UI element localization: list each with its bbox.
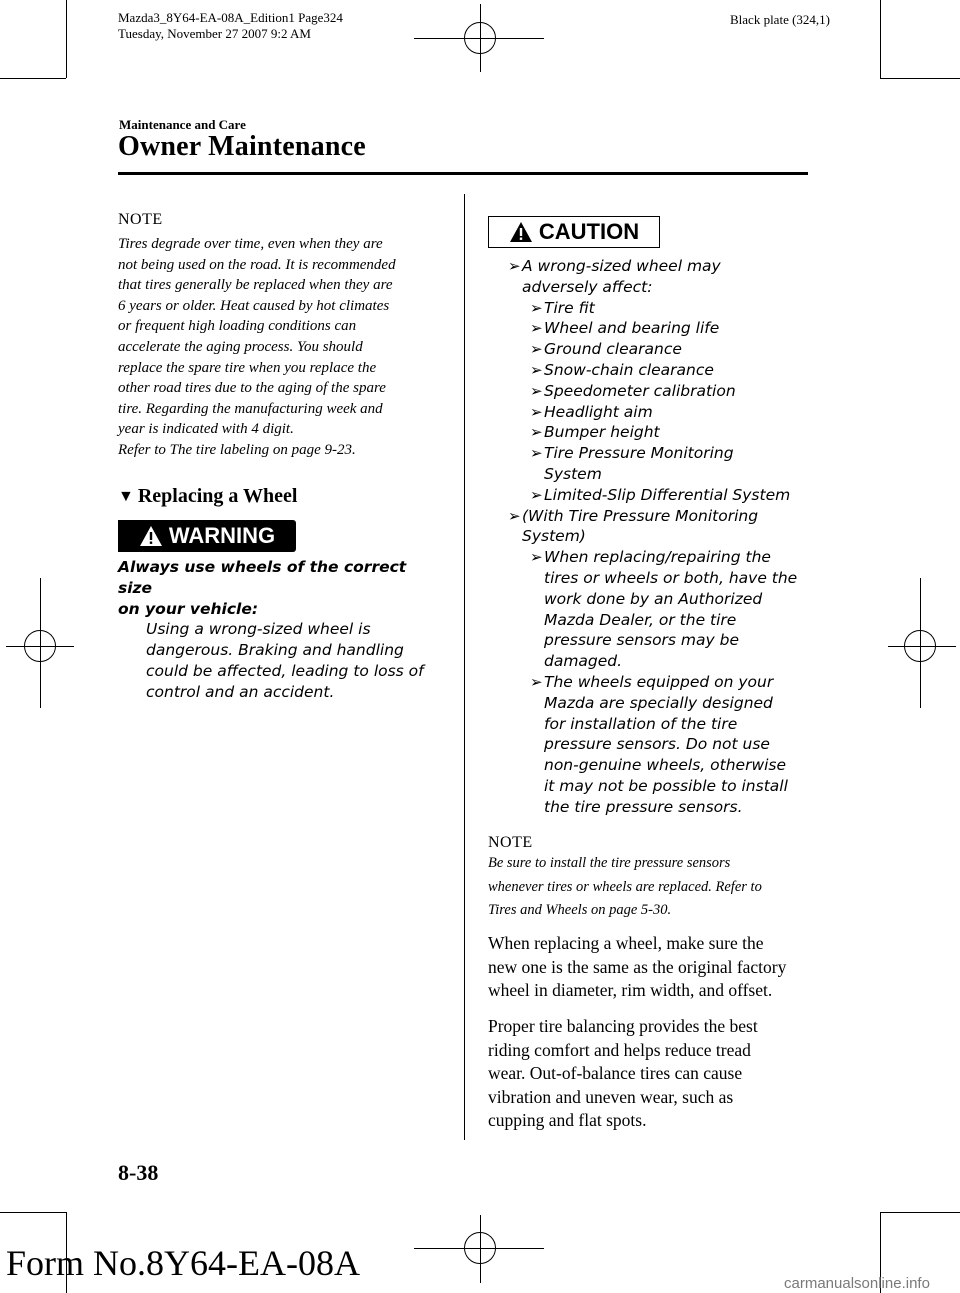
caution-subitem-line: Tire fit bbox=[544, 298, 595, 317]
caution-subitem-line: Mazda Dealer, or the tire bbox=[544, 610, 737, 629]
caution-subitem-line: the tire pressure sensors. bbox=[544, 797, 743, 816]
caution-subitem bbox=[518, 339, 816, 360]
note-line: year is indicated with 4 digit. bbox=[118, 421, 294, 438]
caution-subitem-line: Bumper height bbox=[544, 423, 660, 442]
caution-sublist bbox=[518, 298, 816, 506]
arrow-bullet-icon: ➢ bbox=[530, 672, 543, 691]
warning-body-line: Using a wrong-sized wheel is bbox=[146, 620, 371, 639]
note-text bbox=[118, 234, 458, 461]
paragraph-line: vibration and uneven wear, such as bbox=[488, 1086, 734, 1107]
caution-subitem-line: for installation of the tire bbox=[544, 714, 738, 733]
note-line: Refer to The tire labeling on page 9-23. bbox=[118, 441, 356, 458]
caution-subitem-line: Headlight aim bbox=[544, 402, 653, 421]
caution-subitem-line: Ground clearance bbox=[544, 340, 682, 359]
caution-subitem-line: work done by an Authorized bbox=[544, 589, 763, 608]
caution-subitem bbox=[518, 318, 816, 339]
page-number: 8-38 bbox=[118, 1160, 159, 1185]
caution-subitem-line: damaged. bbox=[544, 652, 623, 671]
caution-subitem-line: Mazda are specially designed bbox=[544, 693, 773, 712]
caution-subitem bbox=[518, 672, 816, 818]
caution-subitem bbox=[518, 360, 816, 381]
warning-body bbox=[118, 619, 438, 702]
arrow-bullet-icon: ➢ bbox=[530, 402, 543, 421]
warning-lead-line: Always use wheels of the correct size bbox=[118, 558, 407, 597]
print-info bbox=[118, 10, 343, 42]
section-heading-text: Replacing a Wheel bbox=[137, 485, 298, 507]
note-line: replace the spare tire when you replace the bbox=[118, 359, 377, 376]
warning-badge bbox=[118, 520, 296, 552]
caution-subitem-line: Tire Pressure Monitoring bbox=[544, 444, 734, 463]
note-line: tire. Regarding the manufacturing week and bbox=[118, 400, 383, 417]
warning-label: WARNING bbox=[168, 523, 276, 548]
paragraph-line: When replacing a wheel, make sure the bbox=[488, 933, 764, 953]
warning-body-line: control and an accident. bbox=[146, 682, 335, 701]
exclamation-icon bbox=[509, 221, 533, 243]
paragraph-line: riding comfort and helps reduce tread bbox=[488, 1039, 751, 1060]
caution-item-line: System) bbox=[522, 527, 586, 546]
note-label: NOTE bbox=[118, 211, 163, 228]
caution-subitem-line: Wheel and bearing life bbox=[544, 319, 720, 338]
caution-subitem-line: it may not be possible to install bbox=[544, 776, 788, 795]
caution-subitem-line: Limited-Slip Differential System bbox=[544, 485, 791, 504]
watermark: carmanualsonline.info bbox=[784, 1275, 930, 1292]
caution-list bbox=[496, 256, 816, 818]
caution-subitem-line: pressure sensors may be bbox=[544, 631, 739, 650]
arrow-bullet-icon: ➢ bbox=[530, 360, 543, 379]
caution-subitem-line: pressure sensors. Do not use bbox=[544, 735, 770, 754]
caution-subitem-line: non-genuine wheels, otherwise bbox=[544, 756, 787, 775]
arrow-bullet-icon: ➢ bbox=[508, 506, 521, 525]
caution-sublist bbox=[518, 547, 816, 817]
caution-subitem-line: System bbox=[544, 464, 602, 483]
caution-subitem-line: Snow-chain clearance bbox=[544, 360, 714, 379]
note-line: not being used on the road. It is recommended bbox=[118, 256, 396, 273]
caution-subitem bbox=[518, 422, 816, 443]
note-text bbox=[488, 852, 818, 923]
print-info-line2: Tuesday, November 27 2007 9:2 AM bbox=[118, 26, 311, 41]
note-line: other road tires due to the aging of the spare bbox=[118, 380, 386, 397]
paragraph bbox=[488, 1015, 818, 1133]
note-line: accelerate the aging process. You should bbox=[118, 338, 363, 355]
note-line: 6 years or older. Heat caused by hot climates bbox=[118, 297, 390, 314]
note-line: Be sure to install the tire pressure sensors bbox=[488, 855, 731, 871]
caution-item bbox=[496, 256, 816, 298]
note-line: Tires and Wheels on page 5-30. bbox=[488, 902, 672, 918]
note-line: Tires degrade over time, even when they are bbox=[118, 236, 383, 252]
note-line: that tires generally be replaced when they are bbox=[118, 277, 393, 294]
section-label: Maintenance and Care bbox=[119, 117, 246, 132]
arrow-bullet-icon: ➢ bbox=[530, 485, 543, 504]
arrow-bullet-icon: ➢ bbox=[530, 423, 543, 442]
paragraph-line: cupping and flat spots. bbox=[488, 1110, 647, 1130]
note-line: whenever tires or wheels are replaced. Refer to bbox=[488, 878, 762, 895]
note-label: NOTE bbox=[488, 834, 533, 851]
caution-subitem-line: Speedometer calibration bbox=[544, 381, 736, 400]
caution-subitem bbox=[518, 381, 816, 402]
caution-item bbox=[496, 506, 816, 548]
warning-body-line: dangerous. Braking and handling bbox=[146, 641, 404, 660]
arrow-bullet-icon: ➢ bbox=[530, 298, 543, 317]
arrow-bullet-icon: ➢ bbox=[530, 340, 543, 359]
caution-item-line: adversely affect: bbox=[522, 277, 653, 296]
caution-badge bbox=[488, 216, 660, 248]
title-rule bbox=[118, 172, 808, 175]
caution-subitem bbox=[518, 402, 816, 423]
form-number: Form No.8Y64-EA-08A bbox=[6, 1243, 360, 1283]
exclamation-icon bbox=[139, 525, 163, 547]
caution-item-line: (With Tire Pressure Monitoring bbox=[522, 506, 759, 525]
page-title: Owner Maintenance bbox=[118, 131, 366, 162]
paragraph-line: wear. Out-of-balance tires can cause bbox=[488, 1063, 743, 1083]
caution-subitem-line: tires or wheels or both, have the bbox=[544, 568, 798, 587]
warning-lead bbox=[118, 557, 438, 619]
caution-subitem-line: When replacing/repairing the bbox=[544, 548, 771, 567]
paragraph-line: new one is the same as the original factory bbox=[488, 956, 787, 977]
paragraph bbox=[488, 932, 818, 1003]
caution-subitem bbox=[518, 547, 816, 672]
caution-subitem-line: The wheels equipped on your bbox=[544, 672, 774, 691]
note-line: or frequent high loading conditions can bbox=[118, 318, 357, 335]
caution-subitem bbox=[518, 298, 816, 319]
arrow-bullet-icon: ➢ bbox=[530, 381, 543, 400]
arrow-bullet-icon: ➢ bbox=[530, 319, 543, 338]
caution-subitem bbox=[518, 443, 816, 485]
arrow-bullet-icon: ➢ bbox=[530, 444, 543, 463]
warning-lead-line: on your vehicle: bbox=[118, 599, 259, 618]
paragraph-line: Proper tire balancing provides the best bbox=[488, 1016, 758, 1036]
section-heading bbox=[118, 485, 297, 508]
arrow-bullet-icon: ➢ bbox=[508, 257, 521, 275]
paragraph-line: wheel in diameter, rim width, and offset. bbox=[488, 980, 773, 1000]
plate-info: Black plate (324,1) bbox=[730, 12, 830, 27]
warning-text bbox=[118, 557, 438, 703]
caution-item-line: A wrong-sized wheel may bbox=[522, 257, 721, 275]
caution-subitem bbox=[518, 485, 816, 506]
caution-label: CAUTION bbox=[538, 219, 640, 244]
warning-body-line: could be affected, leading to loss of bbox=[146, 661, 424, 680]
print-info-line1: Mazda3_8Y64-EA-08A_Edition1 Page324 bbox=[118, 10, 343, 25]
triangle-down-icon: ▼ bbox=[118, 488, 134, 505]
arrow-bullet-icon: ➢ bbox=[530, 548, 543, 567]
column-divider bbox=[464, 194, 465, 1140]
